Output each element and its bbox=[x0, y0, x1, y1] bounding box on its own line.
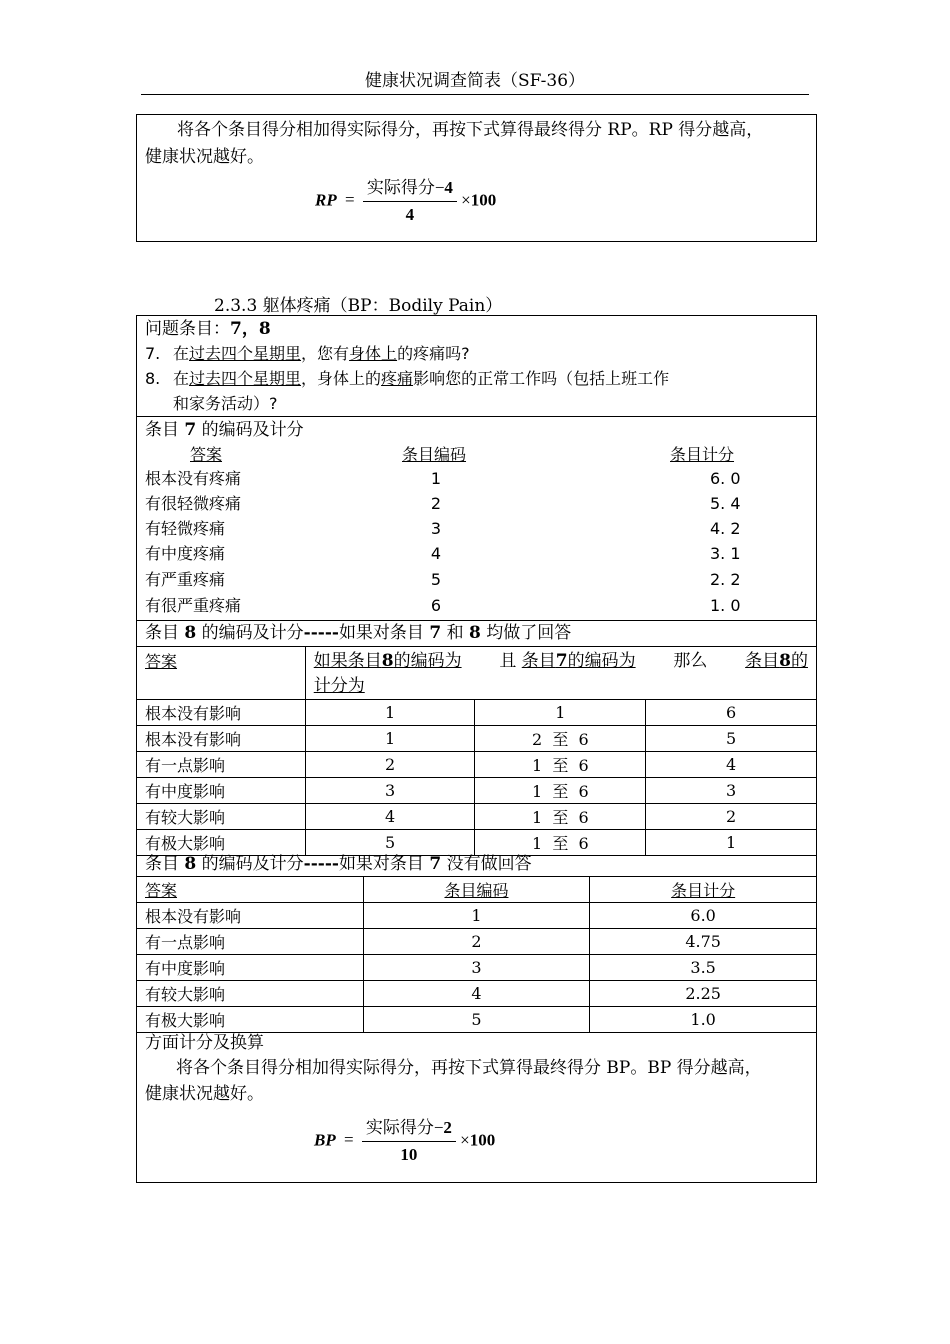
rp-text-line1: 将各个条目得分相加得实际得分，再按下式算得最终得分 RP。RP 得分越高， bbox=[177, 120, 764, 140]
item8b-score: 1.0 bbox=[590, 1007, 817, 1033]
q7-mid: ，您有 bbox=[301, 344, 350, 363]
table-row bbox=[137, 804, 817, 830]
item7-row-answer: 根本没有疼痛 bbox=[145, 469, 242, 488]
item8a-title-n8: 8 bbox=[469, 623, 481, 643]
item8b-score: 2.25 bbox=[590, 981, 817, 1007]
rp-formula-box bbox=[136, 114, 817, 242]
item8b-code: 2 bbox=[363, 929, 590, 955]
bp-fraction bbox=[362, 1117, 456, 1166]
bp-numerator-num: 2 bbox=[443, 1118, 452, 1137]
q7-number: 7. bbox=[145, 344, 161, 363]
item7-row-code: 4 bbox=[430, 544, 442, 563]
item8b-code: 3 bbox=[363, 955, 590, 981]
item7-row-answer: 有严重疼痛 bbox=[145, 570, 226, 589]
q8-number: 8. bbox=[145, 369, 161, 388]
item8a-code8: 3 bbox=[305, 778, 475, 804]
item8b-title bbox=[145, 851, 532, 877]
item8a-answer: 有极大影响 bbox=[137, 830, 306, 856]
header-rule bbox=[141, 94, 809, 95]
item8a-title-mid: 的编码及计分 bbox=[196, 623, 304, 643]
table-row bbox=[137, 981, 817, 1007]
item7-title-post: 的编码及计分 bbox=[196, 420, 304, 440]
item8b-answer: 有较大影响 bbox=[137, 981, 364, 1007]
questions-label: 问题条目： bbox=[145, 319, 230, 339]
item8b-header-row bbox=[137, 877, 817, 903]
item8a-title-dash: ----- bbox=[303, 623, 339, 643]
item8a-code7: 1 bbox=[475, 700, 646, 726]
item8a-score: 4 bbox=[646, 752, 817, 778]
item8a-code8: 1 bbox=[305, 726, 475, 752]
item8a-score: 1 bbox=[646, 830, 817, 856]
bp-formula bbox=[314, 1117, 495, 1166]
questions-label-row bbox=[145, 316, 271, 342]
item8b-header-answer: 答案 bbox=[145, 881, 178, 900]
rp-formula bbox=[315, 177, 496, 226]
rp-numerator-text: 实际得分− bbox=[366, 178, 445, 197]
rp-fraction bbox=[363, 177, 457, 226]
item8a-title-pre: 条目 bbox=[145, 623, 185, 643]
item8a-header-if-num: 8 bbox=[381, 651, 394, 671]
item7-title-num: 7 bbox=[184, 420, 197, 440]
item8a-header-if-post: 的编码为 bbox=[393, 651, 462, 671]
item8a-header-and: 且 bbox=[499, 651, 517, 671]
item8a-code7: 1 至 6 bbox=[475, 804, 646, 830]
rp-denominator: 4 bbox=[405, 205, 415, 224]
table-row bbox=[137, 726, 817, 752]
item8a-header-item7-post: 的编码为 bbox=[567, 651, 636, 671]
item7-row-score: 4. 2 bbox=[710, 519, 741, 538]
q7-pre: 在 bbox=[173, 344, 190, 363]
item8a-answer: 有中度影响 bbox=[137, 778, 306, 804]
item8a-answer: 有较大影响 bbox=[137, 804, 306, 830]
item7-row-answer: 有很严重疼痛 bbox=[145, 596, 242, 615]
item8a-code8: 1 bbox=[305, 700, 475, 726]
table-row bbox=[137, 929, 817, 955]
q8-post: 影响您的正常工作吗（包括上班工作 bbox=[413, 369, 670, 388]
item7-row-code: 5 bbox=[430, 570, 442, 589]
question-7 bbox=[145, 341, 470, 367]
question-8 bbox=[145, 366, 669, 392]
item7-row-code: 2 bbox=[430, 494, 442, 513]
item8b-title-dash: ----- bbox=[303, 854, 339, 874]
bp-numerator-text: 实际得分− bbox=[365, 1118, 444, 1137]
item8a-table bbox=[136, 646, 817, 856]
bp-multiplier: 100 bbox=[469, 1130, 496, 1150]
item8a-header-if: 如果条目 bbox=[313, 651, 382, 671]
item8a-title bbox=[145, 620, 571, 646]
q8-pre: 在 bbox=[173, 369, 190, 388]
section-title: 2.3.3 躯体疼痛（BP：Bodily Pain） bbox=[214, 296, 503, 316]
item8a-score: 2 bbox=[646, 804, 817, 830]
item7-row-code: 6 bbox=[430, 596, 442, 615]
item7-title bbox=[145, 417, 304, 443]
item8a-code8: 4 bbox=[305, 804, 475, 830]
bp-denominator: 10 bbox=[400, 1145, 418, 1164]
item8a-title-num: 8 bbox=[184, 623, 197, 643]
item7-title-pre: 条目 bbox=[145, 420, 185, 440]
item8b-title-n7: 7 bbox=[429, 854, 442, 874]
rp-lhs: RP bbox=[315, 190, 337, 210]
item7-header-score: 条目计分 bbox=[670, 445, 735, 464]
item8b-title-pre: 条目 bbox=[145, 854, 185, 874]
item8b-answer: 有一点影响 bbox=[137, 929, 364, 955]
item8a-code7: 2 至 6 bbox=[475, 726, 646, 752]
item8b-code: 5 bbox=[363, 1007, 590, 1033]
questions-items: 7，8 bbox=[230, 319, 271, 339]
item7-row-code: 1 bbox=[430, 469, 442, 488]
table-row bbox=[137, 903, 817, 929]
item7-row-answer: 有轻微疼痛 bbox=[145, 519, 226, 538]
item8a-title-and: 和 bbox=[441, 623, 469, 643]
item7-row-answer: 有很轻微疼痛 bbox=[145, 494, 242, 513]
question-8-line2: 和家务活动）? bbox=[173, 394, 278, 413]
bp-heading: 方面计分及换算 bbox=[145, 1033, 264, 1053]
item7-row-answer: 有中度疼痛 bbox=[145, 544, 226, 563]
q7-underlined-2: 身体上 bbox=[349, 344, 398, 363]
item7-row-score: 2. 2 bbox=[710, 570, 741, 589]
item8b-answer: 有极大影响 bbox=[137, 1007, 364, 1033]
item7-row-score: 5. 4 bbox=[710, 494, 741, 513]
item8a-code7: 1 至 6 bbox=[475, 752, 646, 778]
item8b-title-mid: 的编码及计分 bbox=[196, 854, 304, 874]
item8b-title-post2: 没有做回答 bbox=[441, 854, 532, 874]
item8b-score: 4.75 bbox=[590, 929, 817, 955]
item8a-answer: 根本没有影响 bbox=[137, 726, 306, 752]
item8a-header-conditions bbox=[314, 649, 808, 674]
table-row bbox=[137, 1007, 817, 1033]
item7-header-code: 条目编码 bbox=[402, 445, 467, 464]
item8a-header-then: 那么 bbox=[673, 651, 708, 671]
item8a-header-item7: 条目 bbox=[521, 651, 556, 671]
item8a-header-answer: 答案 bbox=[145, 652, 178, 671]
q8-mid: ，身体上的 bbox=[301, 369, 382, 388]
item8b-header-code: 条目编码 bbox=[444, 881, 509, 900]
bp-lhs: BP bbox=[314, 1130, 336, 1150]
table-row bbox=[137, 752, 817, 778]
item7-row-score: 1. 0 bbox=[710, 596, 741, 615]
item8b-table bbox=[136, 876, 817, 1033]
item7-row-score: 6. 0 bbox=[710, 469, 741, 488]
item8a-answer: 有一点影响 bbox=[137, 752, 306, 778]
bp-times: × bbox=[460, 1130, 470, 1150]
item8a-header-score-num: 8 bbox=[779, 651, 791, 671]
table-row bbox=[137, 778, 817, 804]
item8a-code7: 1 至 6 bbox=[475, 778, 646, 804]
item8b-answer: 有中度影响 bbox=[137, 955, 364, 981]
item8b-answer: 根本没有影响 bbox=[137, 903, 364, 929]
bp-text-line1: 将各个条目得分相加得实际得分，再按下式算得最终得分 BP。BP 得分越高， bbox=[176, 1058, 762, 1078]
item8a-answer: 根本没有影响 bbox=[137, 700, 306, 726]
item8a-code8: 2 bbox=[305, 752, 475, 778]
item8b-title-num: 8 bbox=[184, 854, 197, 874]
item7-header-answer: 答案 bbox=[190, 445, 223, 464]
rp-numerator-num: 4 bbox=[444, 178, 453, 197]
q8-underlined-2: 疼痛 bbox=[381, 369, 414, 388]
item8a-header-row bbox=[137, 647, 817, 700]
item8b-code: 1 bbox=[363, 903, 590, 929]
item8a-header-score: 条目 bbox=[745, 651, 780, 671]
item8a-code7: 1 至 6 bbox=[475, 830, 646, 856]
bp-text-line2: 健康状况越好。 bbox=[145, 1084, 264, 1104]
item8b-score: 3.5 bbox=[590, 955, 817, 981]
item8a-score: 3 bbox=[646, 778, 817, 804]
table-row bbox=[137, 700, 817, 726]
rp-text-line2: 健康状况越好。 bbox=[145, 147, 264, 167]
q7-underlined: 过去四个星期里 bbox=[189, 344, 302, 363]
item8a-header-score-line2: 计分为 bbox=[313, 676, 365, 696]
item7-row-score: 3. 1 bbox=[710, 544, 741, 563]
item8a-header-score-post: 的 bbox=[790, 651, 808, 671]
rp-multiplier: 100 bbox=[470, 190, 497, 210]
item8b-code: 4 bbox=[363, 981, 590, 1007]
table-row bbox=[137, 955, 817, 981]
q7-post: 的疼痛吗? bbox=[397, 344, 470, 363]
page-header-title: 健康状况调查简表（SF-36） bbox=[364, 71, 586, 91]
item8a-code8: 5 bbox=[305, 830, 475, 856]
item8a-title-n7: 7 bbox=[429, 623, 442, 643]
item8b-header-score: 条目计分 bbox=[671, 881, 736, 900]
rp-times: × bbox=[461, 190, 471, 210]
rp-eq: = bbox=[344, 190, 355, 210]
item8a-header-item7-num: 7 bbox=[555, 651, 568, 671]
item8b-title-post1: 如果对条目 bbox=[338, 854, 430, 874]
bp-eq: = bbox=[343, 1130, 354, 1150]
item8b-score: 6.0 bbox=[590, 903, 817, 929]
item8a-title-post1: 如果对条目 bbox=[338, 623, 430, 643]
item8a-title-post2: 均做了回答 bbox=[480, 623, 572, 643]
q8-underlined: 过去四个星期里 bbox=[189, 369, 302, 388]
item7-row-code: 3 bbox=[430, 519, 442, 538]
item8a-score: 6 bbox=[646, 700, 817, 726]
item8a-score: 5 bbox=[646, 726, 817, 752]
